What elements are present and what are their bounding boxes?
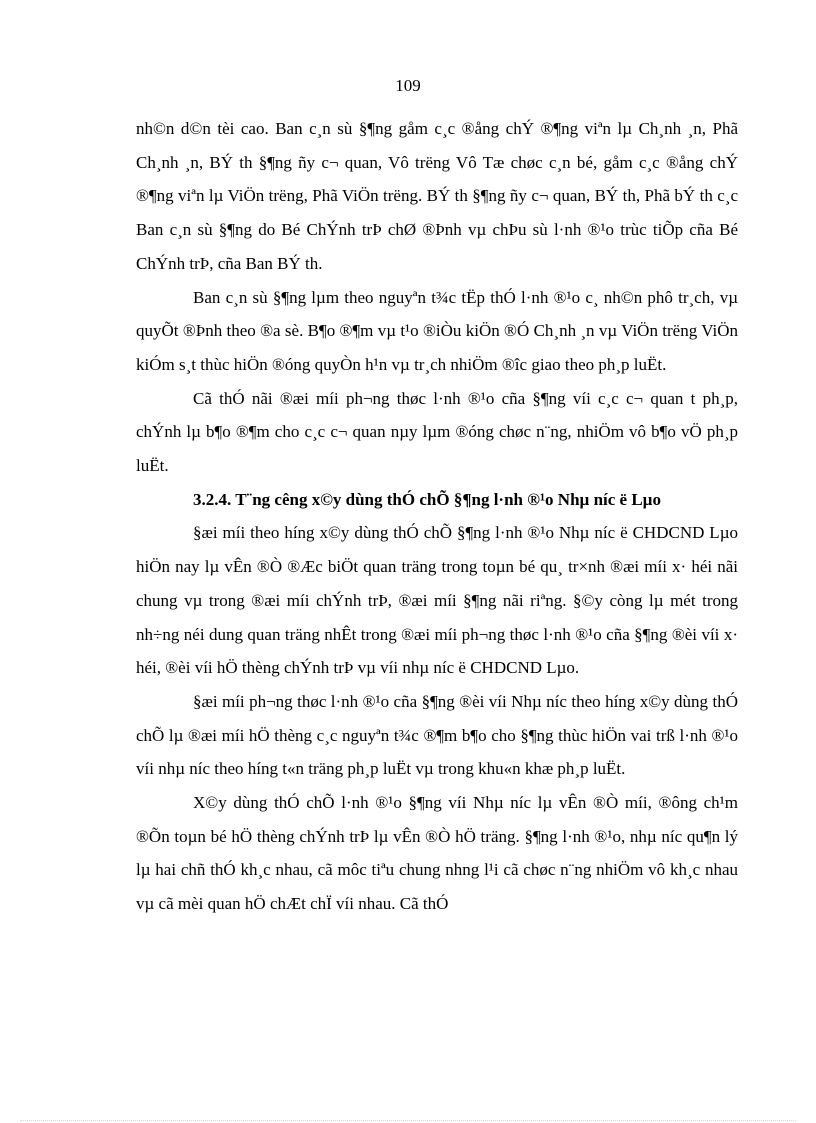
- page-number: 109: [395, 76, 421, 95]
- section-paragraph-3: X©y dùng thÓ chÕ l·nh ®¹o §¶ng víi Nhµ níc lµ vÊn ®Ò míi, ®ông ch¹m ®Õn toµn bé hÖ thèng chÝnh trÞ lµ vÊn ®Ò hÖ träng. §¶ng l·nh ®¹o, nhµ níc qu¶n lý lµ hai chñ thÓ kh¸c nhau, cã môc tiªu chung nhng l¹i cã chøc n¨ng nhiÖm vô kh¸c nhau vµ cã mèi quan hÖ chÆt chÏ víi nhau. Cã thÓ: [136, 793, 738, 914]
- section-paragraph-1: §æi míi theo híng x©y dùng thÓ chÕ §¶ng l·nh ®¹o Nhµ níc ë CHDCND Lµo hiÖn nay lµ vÊn ®Ò ®Æc biÖt quan träng trong toµn bé qu¸ tr×nh ®æi míi x· héi nãi chung vµ trong ®æi míi chÝnh trÞ, ®æi míi §¶ng nãi riªng. §©y còng lµ mét trong nh÷ng néi dung quan träng nhÊt trong ®æi míi ph¬ng thøc l·nh ®¹o cña §¶ng ®èi víi x· héi, ®èi víi hÖ thèng chÝnh trÞ vµ víi nhµ níc ë CHDCND Lµo.: [136, 523, 738, 678]
- paragraph-3: Cã thÓ nãi ®æi míi ph¬ng thøc l·nh ®¹o cña §¶ng víi c¸c c¬ quan t ph¸p, chÝnh lµ b¶o ®¶m cho c¸c c¬ quan nµy lµm ®óng chøc n¨ng, nhiÖm vô b¶o vÖ ph¸p luËt.: [136, 388, 738, 476]
- document-body: [136, 112, 738, 921]
- section-heading: 3.2.4. T¨ng cêng x©y dùng thÓ chÕ §¶ng l·nh ®¹o Nhµ níc ë Lµo: [193, 489, 661, 509]
- paragraph-1: nh©n d©n tèi cao. Ban c¸n sù §¶ng gåm c¸c ®ång chÝ ®¶ng viªn lµ Ch¸nh ¸n, Phã Ch¸nh ¸n, BÝ th §¶ng ñy c¬ quan, Vô trëng Vô Tæ chøc c¸n bé, gåm c¸c ®ång chÝ ®¶ng viªn lµ ViÖn trëng, Phã ViÖn trëng. BÝ th §¶ng ñy c¬ quan, BÝ th, Phã bÝ th c¸c Ban c¸n sù §¶ng do Bé ChÝnh trÞ chØ ®Þnh vµ chÞu sù l·nh ®¹o trùc tiÕp cña Bé ChÝnh trÞ, cña Ban BÝ th.: [136, 119, 738, 273]
- page-bottom-divider: [20, 1120, 796, 1121]
- section-paragraph-2: §æi míi ph¬ng thøc l·nh ®¹o cña §¶ng ®èi víi Nhµ níc theo híng x©y dùng thÓ chÕ lµ ®æi míi hÖ thèng c¸c nguyªn t¾c ®¶m b¶o cho §¶ng thùc hiÖn vai trß l·nh ®¹o víi nhµ níc theo híng t«n träng ph¸p luËt vµ trong khu«n khæ ph¸p luËt.: [136, 691, 738, 779]
- paragraph-2: Ban c¸n sù §¶ng lµm theo nguyªn t¾c tËp thÓ l·nh ®¹o c¸ nh©n phô tr¸ch, vµ quyÕt ®Þnh theo ®a sè. B¶o ®¶m vµ t¹o ®iÒu kiÖn ®Ó Ch¸nh ¸n vµ ViÖn trëng ViÖn kiÓm s¸t thùc hiÖn ®óng quyÒn h¹n vµ tr¸ch nhiÖm ®îc giao theo ph¸p luËt.: [136, 287, 738, 374]
